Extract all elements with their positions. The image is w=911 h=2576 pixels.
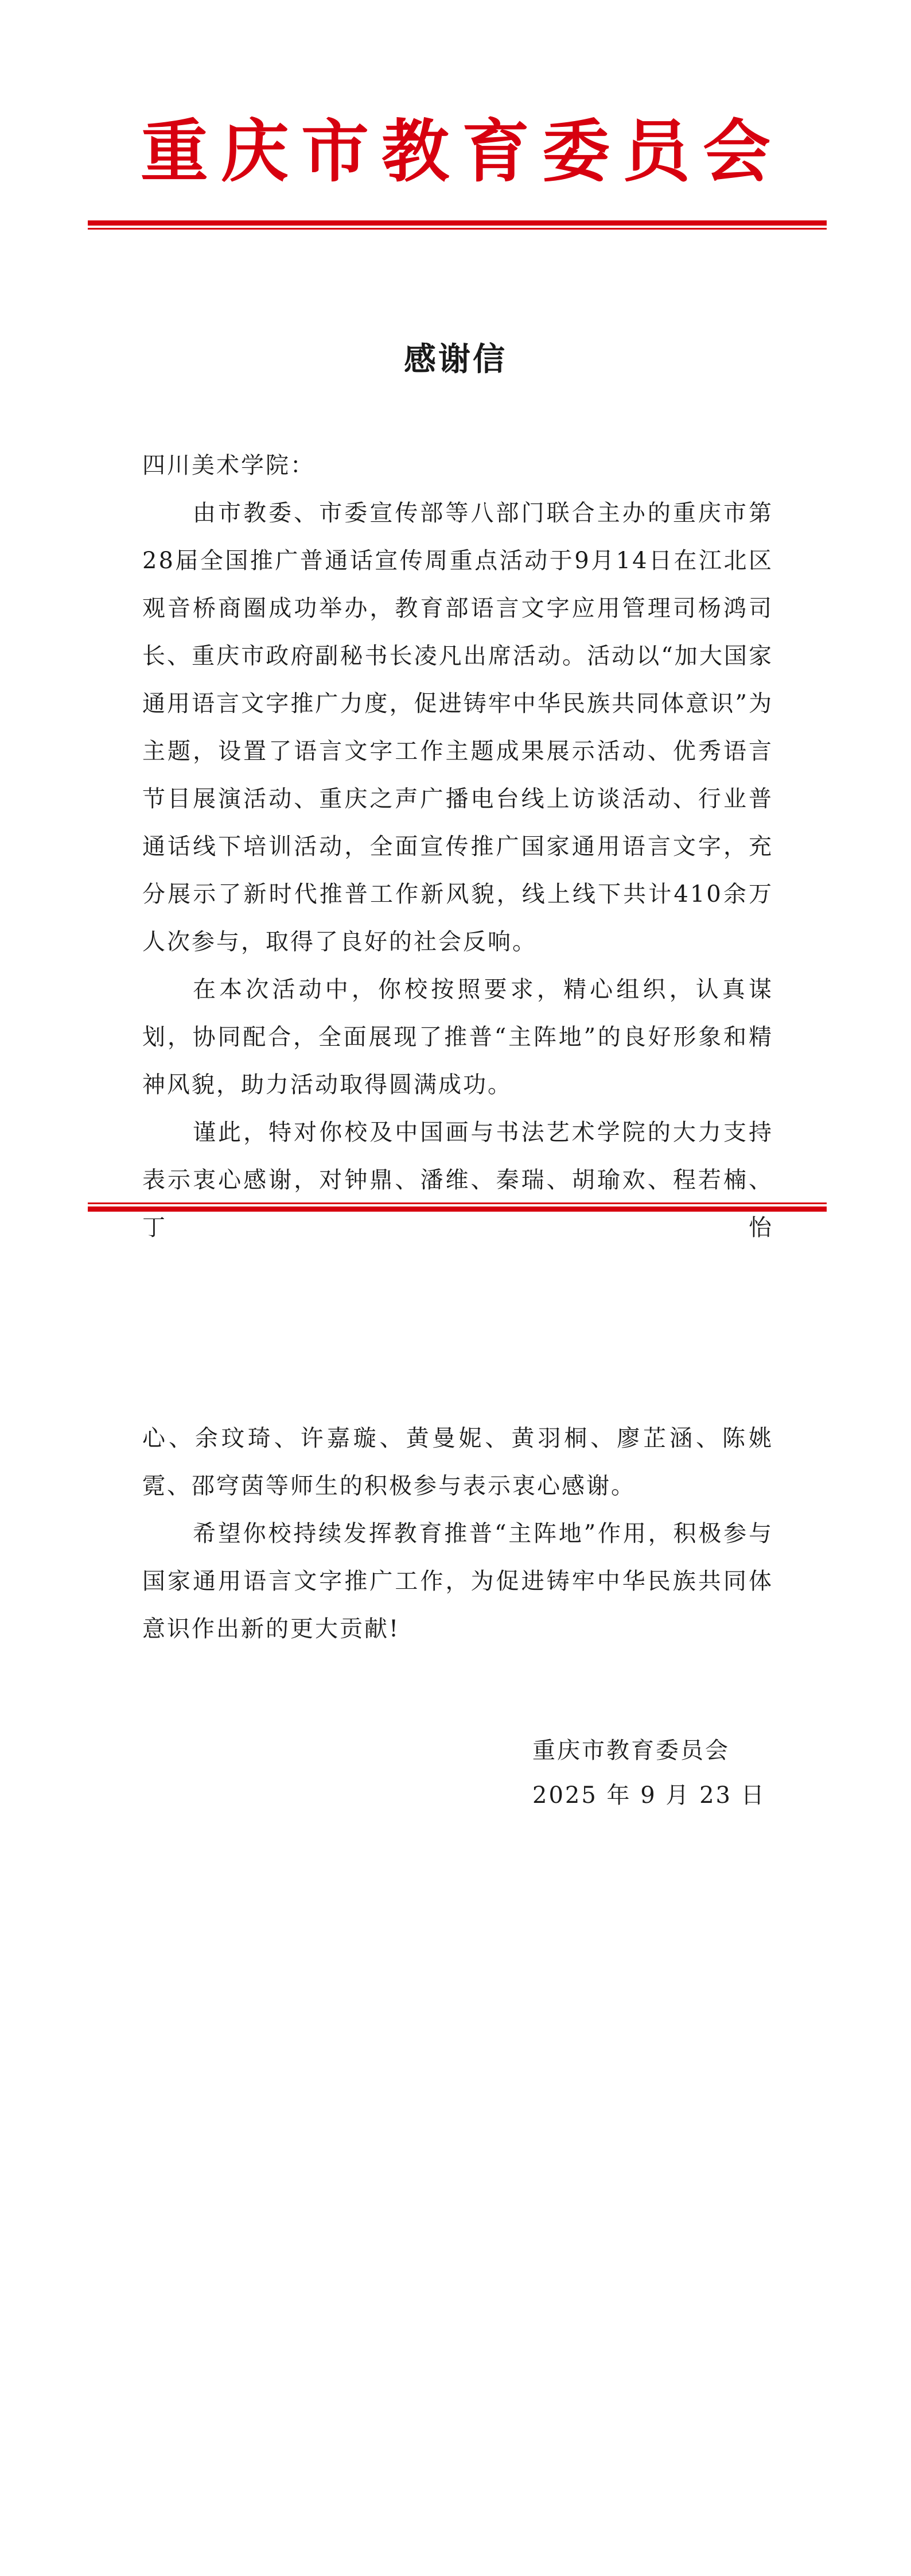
letter-title: 感谢信	[404, 340, 507, 378]
letter-salutation: 四川美术学院：	[142, 452, 315, 479]
body-paragraph: 希望你校持续发挥教育推普“主阵地”作用，积极参与国家通用语言文字推广工作，为促进铸牢中华民族共同体意识作出新的更大贡献!	[142, 1520, 773, 1642]
body-paragraph: 谨此，特对你校及中国画与书法艺术学院的大力支持表示衷心感谢，对钟鼎、潘维、秦瑞、胡瑜欢、程若楠、丁怡	[142, 1119, 773, 1241]
body-paragraph: 心、余玟琦、许嘉璇、黄曼妮、黄羽桐、廖芷涵、陈姚霓、邵穹茵等师生的积极参与表示衷心感谢。	[142, 1425, 773, 1499]
letter-body-page2	[142, 1415, 773, 1653]
letterhead-org-name: 重庆市教育委员会	[140, 111, 783, 191]
signature-date: 2025 年 9 月 23 日	[532, 1782, 766, 1809]
footer-red-rule	[88, 1202, 827, 1212]
body-paragraph: 在本次活动中，你校按照要求，精心组织，认真谋划，协同配合，全面展现了推普“主阵地”的良好形象和精神风貌，助力活动取得圆满成功。	[142, 976, 773, 1098]
body-paragraph: 由市教委、市委宣传部等八部门联合主办的重庆市第28届全国推广普通话宣传周重点活动于9月14日在江北区观音桥商圈成功举办，教育部语言文字应用管理司杨鸿司长、重庆市政府副秘书长凌凡出席活动。活动以“加大国家通用语言文字推广力度，促进铸牢中华民族共同体意识”为主题，设置了语言文字工作主题成果展示活动、优秀语言节目展演活动、重庆之声广播电台线上访谈活动、行业普通话线下培训活动，全面宣传推广国家通用语言文字，充分展示了新时代推普工作新风貌，线上线下共计410余万人次参与，取得了良好的社会反响。	[142, 500, 773, 955]
letterhead-red-rule	[88, 220, 827, 230]
letter-body-page1	[142, 490, 773, 1252]
signature-org: 重庆市教育委员会	[532, 1737, 730, 1764]
